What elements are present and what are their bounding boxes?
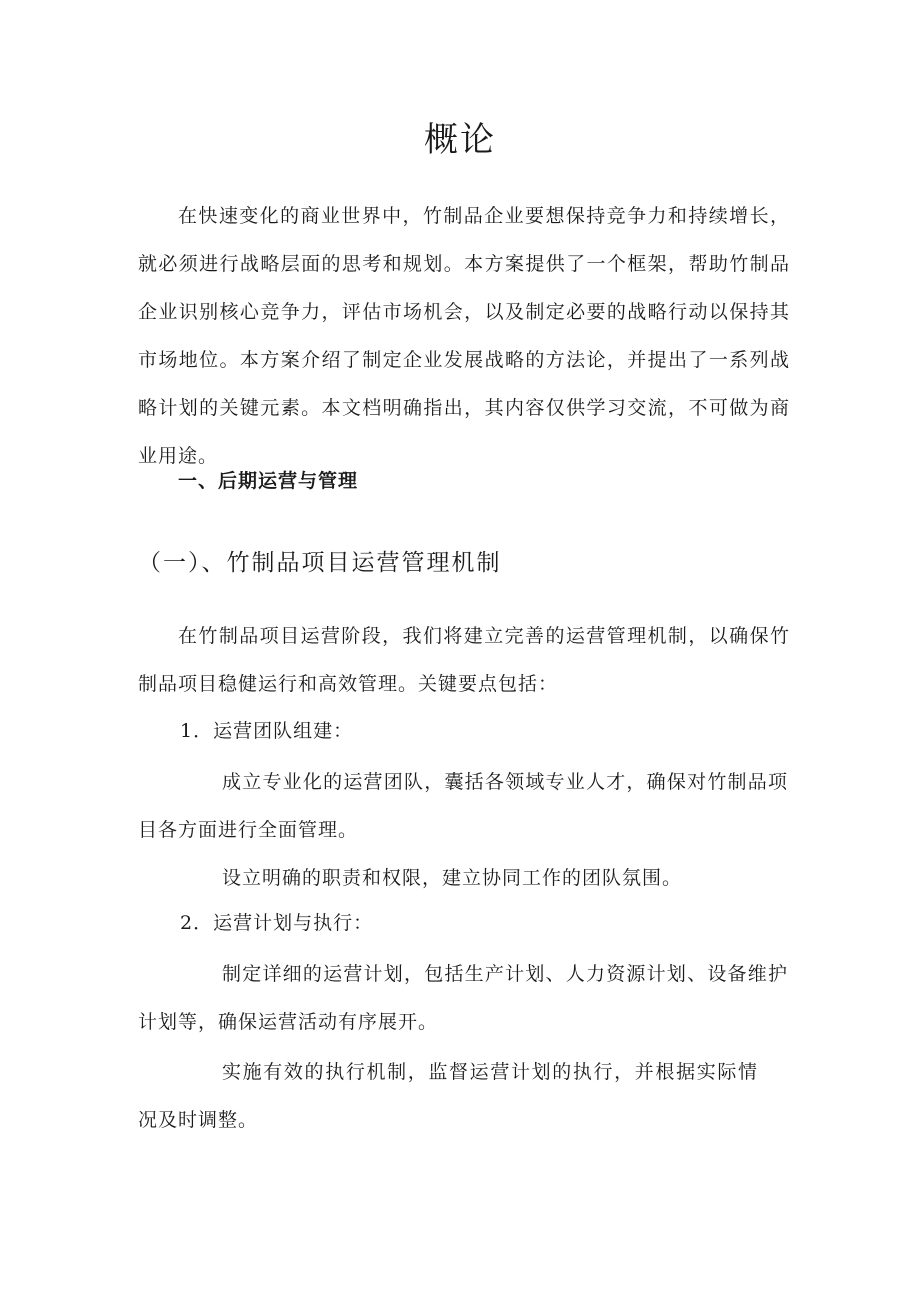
section-heading: 一、后期运营与管理	[178, 470, 359, 492]
item-text-plan-b: 实施有效的执行机制，监督运营计划的执行，并根据实际情况及时调整。	[138, 1061, 758, 1131]
subsection-heading: （一）、竹制品项目运营管理机制	[138, 550, 502, 576]
item-text-team-b: 设立明确的职责和权限，建立协同工作的团队氛围。	[222, 867, 683, 889]
item-text-plan-a: 制定详细的运营计划，包括生产计划、人力资源计划、设备维护计划等，确保运营活动有序展开。	[138, 963, 788, 1033]
item-heading-team: 1．运营团队组建：	[180, 720, 354, 742]
item-text-team-a: 成立专业化的运营团队，囊括各领域专业人才，确保对竹制品项目各方面进行全面管理。	[138, 771, 788, 841]
page-title: 概论	[424, 120, 496, 160]
intro-paragraph: 在快速变化的商业世界中，竹制品企业要想保持竞争力和持续增长，就必须进行战略层面的思考和规划。本方案提供了一个框架，帮助竹制品企业识别核心竞争力，评估市场机会，以及制定必要的战略行动以保持其市场地位。本方案介绍了制定企业发展战略的方法论，并提出了一系列战略计划的关键元素。本文档明确指出，其内容仅供学习交流，不可做为商业用途。	[138, 205, 790, 467]
item-heading-plan: 2．运营计划与执行：	[180, 912, 374, 934]
subsection-intro-paragraph: 在竹制品项目运营阶段，我们将建立完善的运营管理机制，以确保竹制品项目稳健运行和高效管理。关键要点包括：	[138, 625, 790, 695]
